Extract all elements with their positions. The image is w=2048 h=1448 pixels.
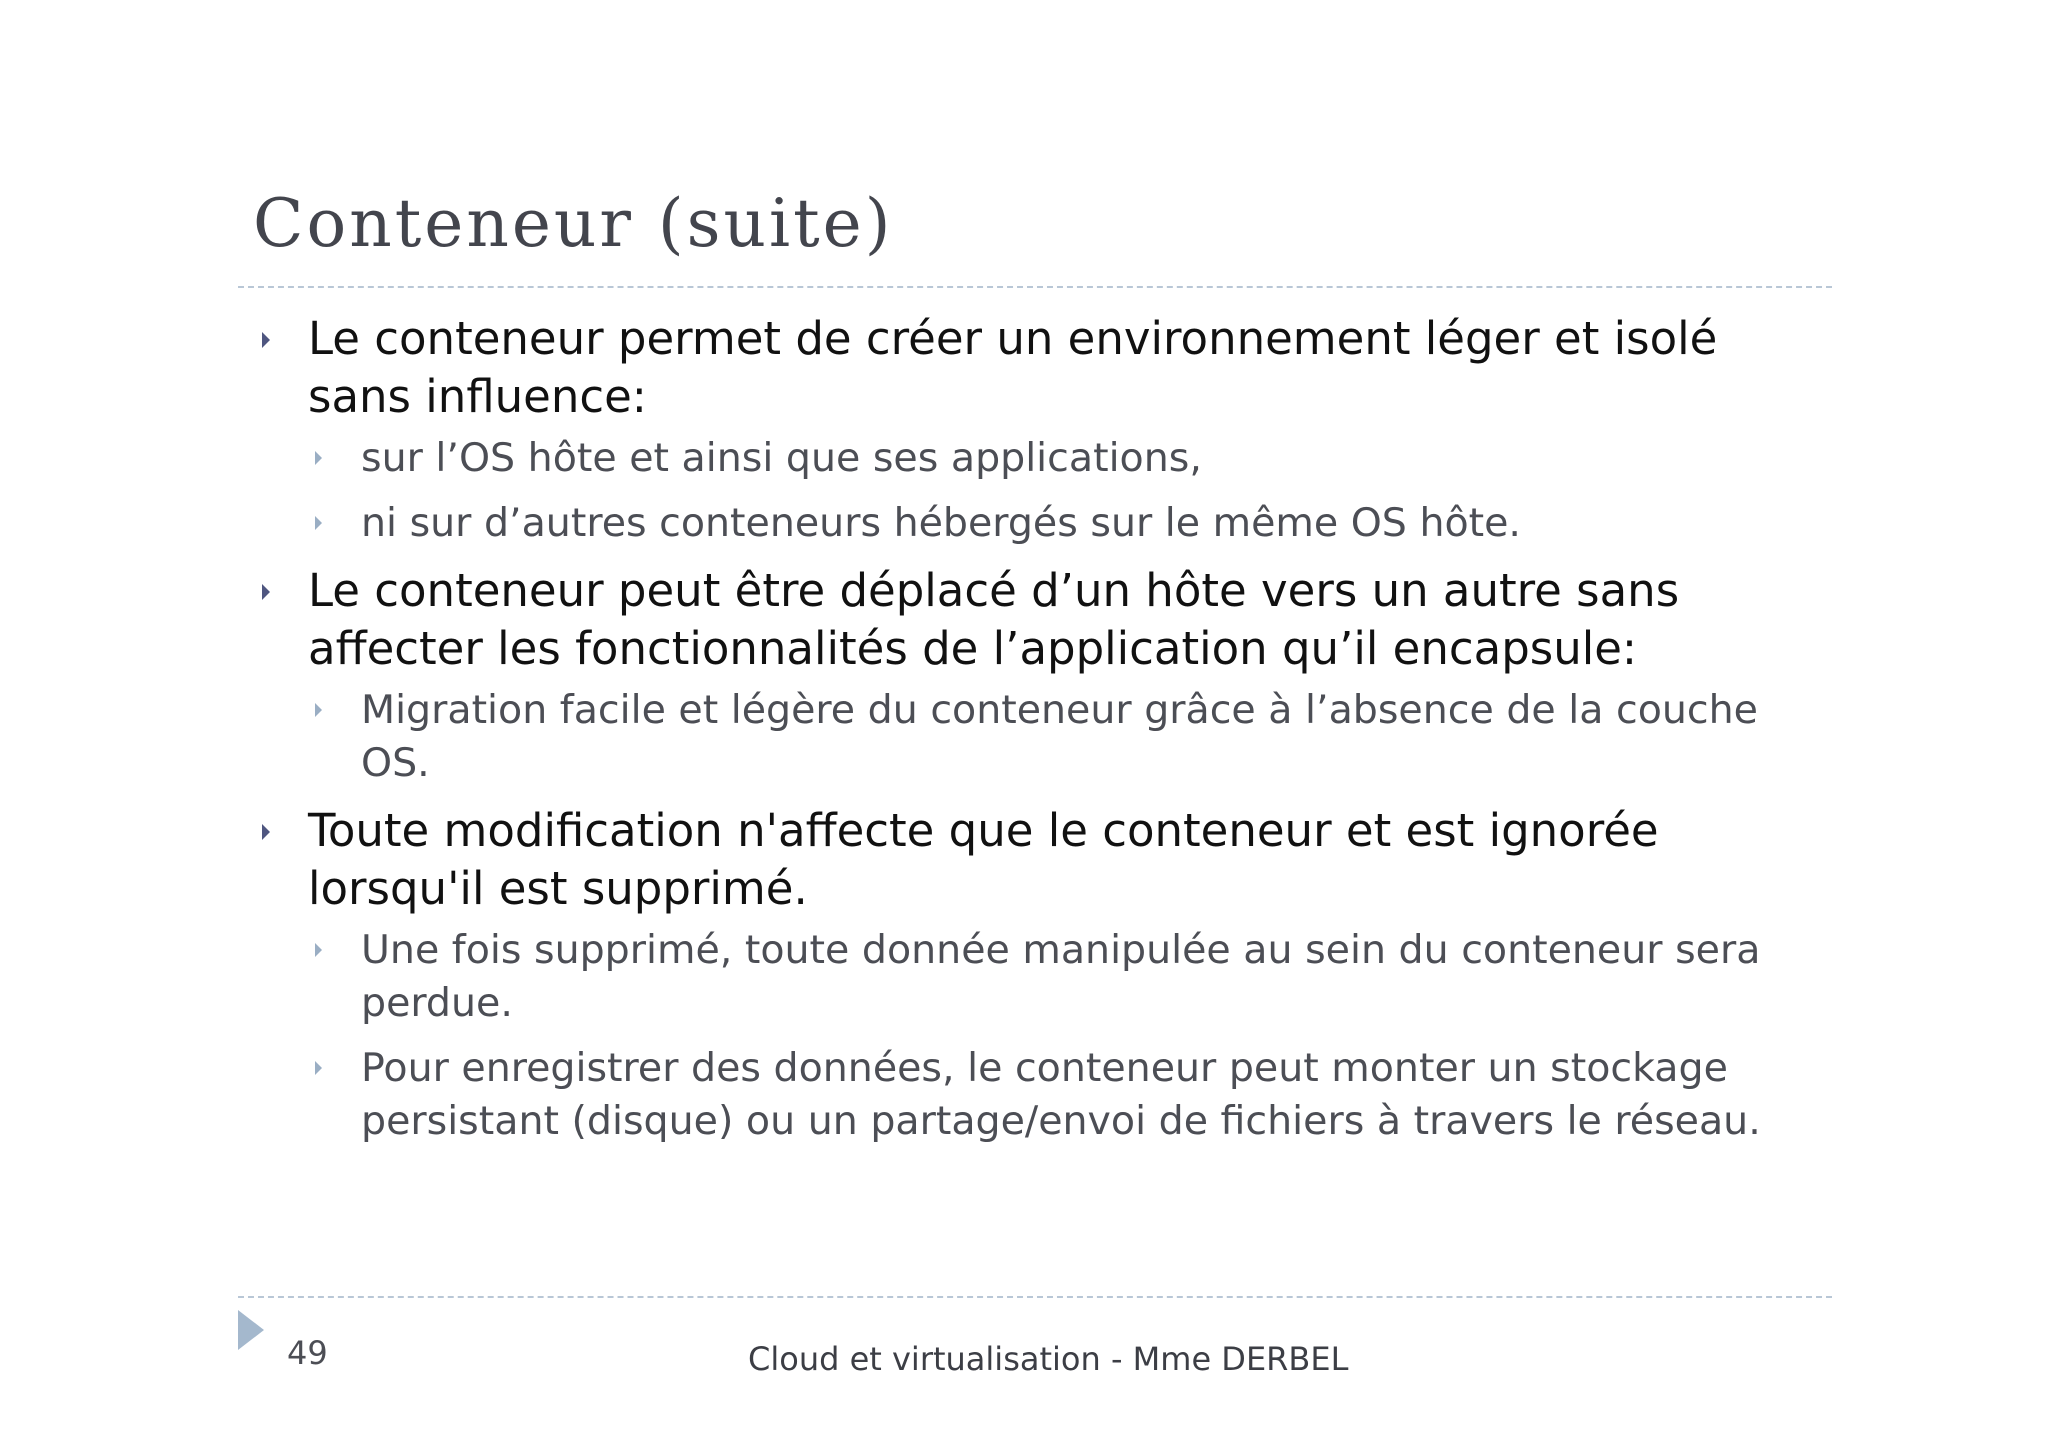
sub-bullet-3-1 [258,924,1778,1030]
sub-bullet-text: Une fois supprimé, toute donnée manipulée au sein du conteneur sera perdue. [361,927,1761,1026]
slide-content [258,310,1778,1160]
triangle-bullet-icon [315,703,322,717]
bullet-1-text: Le conteneur permet de créer un environnement léger et isolé sans influence: [308,312,1718,423]
slide-title: Conteneur (suite) [253,185,894,262]
triangle-bullet-icon [262,584,270,600]
sub-bullet-text: Migration facile et légère du conteneur grâce à l’absence de la couche OS. [361,687,1758,786]
bullet-3 [258,802,1778,918]
footer-text: Cloud et virtualisation - Mme DERBEL [748,1340,1349,1378]
footer-divider [238,1296,1832,1298]
sub-bullet-text: ni sur d’autres conteneurs hébergés sur le même OS hôte. [361,500,1521,546]
triangle-bullet-icon [315,1061,322,1075]
bullet-1 [258,310,1778,426]
sub-bullet-3-2 [258,1042,1778,1148]
corner-arrow-icon [238,1310,264,1350]
sub-bullet-1-2 [258,497,1778,550]
triangle-bullet-icon [262,824,270,840]
triangle-bullet-icon [315,516,322,530]
sub-bullet-text: Pour enregistrer des données, le conteneur peut monter un stockage persistant (disque) ou un partage/envoi de fichiers à travers le réseau. [361,1045,1761,1144]
bullet-2-text: Le conteneur peut être déplacé d’un hôte vers un autre sans affecter les fonctionnalités de l’application qu’il encapsule: [308,564,1680,675]
triangle-bullet-icon [262,332,270,348]
sub-bullet-2-1 [258,684,1778,790]
sub-bullet-1-1 [258,432,1778,485]
bullet-2 [258,562,1778,678]
title-divider [238,286,1832,288]
page-number: 49 [287,1334,328,1372]
triangle-bullet-icon [315,451,322,465]
triangle-bullet-icon [315,943,322,957]
sub-bullet-text: sur l’OS hôte et ainsi que ses applications, [361,435,1202,481]
bullet-3-text: Toute modification n'affecte que le conteneur et est ignorée lorsqu'il est supprimé. [308,804,1659,915]
